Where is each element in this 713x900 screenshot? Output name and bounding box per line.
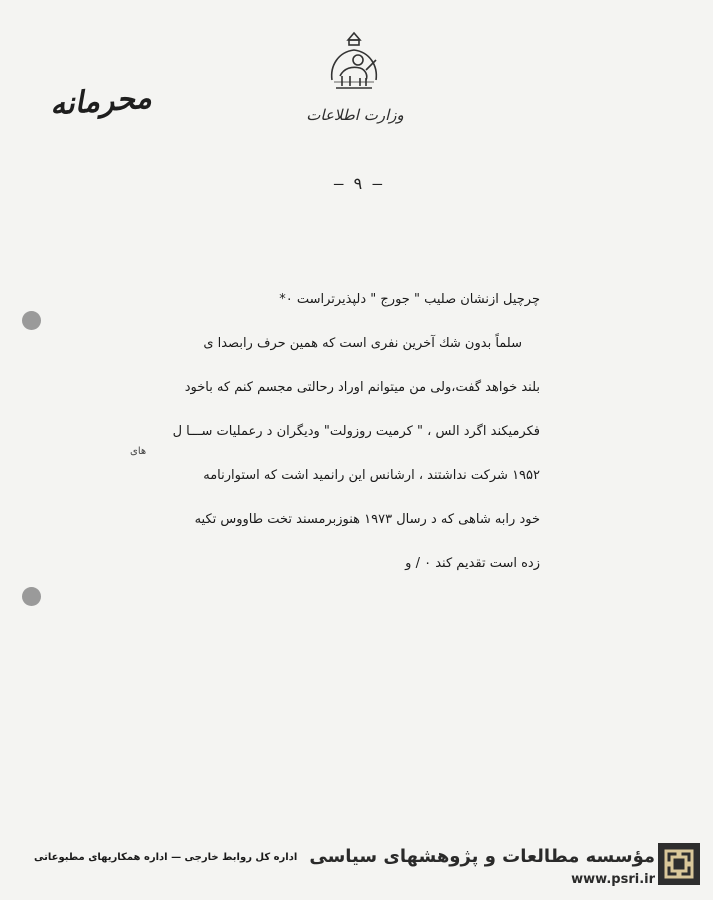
interline-correction: های	[130, 446, 147, 457]
body-line-2: سلماً بدون شك آخرین نفری است كه همین حرف رابصدا ی	[203, 336, 522, 351]
body-line-6: خود رابه شاهی كه د رسال ۱۹۷۳ هنوزبرمسند تخت طاووس تكیه	[194, 512, 540, 527]
body-line-5: ۱۹۵۲ شركت نداشتند ، ارشانس این رانمید اشت كه استوارنامه	[203, 468, 540, 483]
document-body	[120, 278, 540, 586]
body-line-7: زده است تقدیم كند ۰ / و	[405, 556, 540, 571]
body-line-4: فكرمیكند اگرد الس ، " كرمیت روزولت" ودیگران د رعملیات ســـا ل	[172, 424, 540, 439]
page-number: — ۹ —	[333, 174, 383, 193]
watermark-institute-name: مؤسسه مطالعات و پژوهشهای سیاسی	[309, 846, 655, 867]
body-line-3: بلند خواهد گفت،ولی من میتوانم اوراد رحالتی مجسم كنم كه باخود	[184, 380, 540, 395]
footer-department: اداره كل روابط خارجی — اداره همكاریهای مطبوعاتی	[34, 852, 298, 863]
ministry-letterhead: وزارت اطلاعات	[306, 106, 404, 124]
classification-stamp: محرمانه	[48, 80, 153, 123]
lion-and-sun-emblem-icon	[322, 30, 386, 100]
watermark-url: www.psri.ir	[571, 872, 655, 887]
punch-hole-top	[22, 311, 41, 330]
body-line-1: چرچیل ازنشان صلیب " جورج " دلپذیرتراست ۰*	[279, 292, 540, 307]
institute-logo-icon	[658, 843, 700, 885]
punch-hole-bottom	[22, 587, 41, 606]
